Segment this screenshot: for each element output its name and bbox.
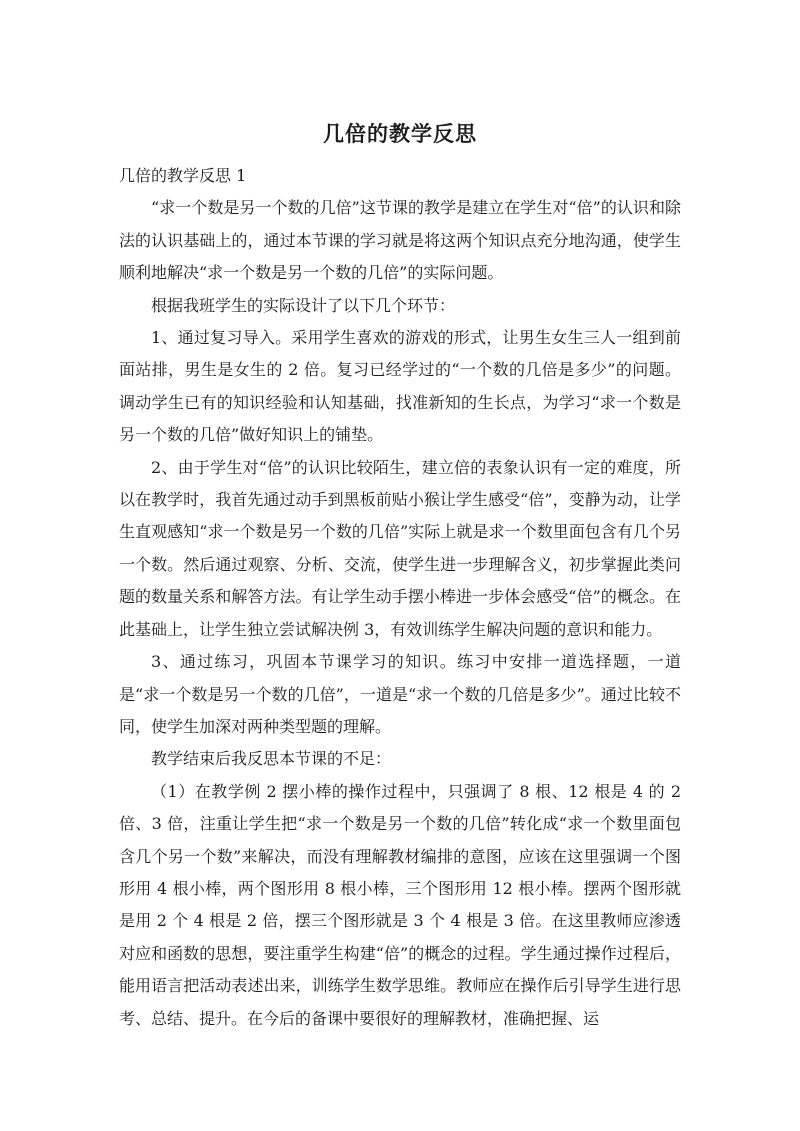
paragraph-step-1: 1、通过复习导入。采用学生喜欢的游戏的形式，让男生女生三人一组到前面站排，男生是女生的 2 倍。复习已经学过的“一个数的几倍是多少”的问题。调动学生已有的知识经验和认知基础，找准新知的生长点，为学习“求一个数是另一个数的几倍”做好知识上的铺垫。 — [119, 328, 681, 445]
paragraph-step-2: 2、由于学生对“倍”的认识比较陌生，建立倍的表象认识有一定的难度，所以在教学时，我首先通过动手到黑板前贴小猴让学生感受“倍”，变静为动，让学生直观感知“求一个数是另一个数的几倍”实际上就是求一个数里面包含有几个另一个数。然后通过观察、分析、交流，使学生进一步理解含义，初步掌握此类问题的数量关系和解答方法。有让学生动手摆小棒进一步体会感受“倍”的概念。在此基础上，让学生独立尝试解决例 3，有效训练学生解决问题的意识和能力。 — [119, 457, 681, 639]
document-body — [119, 160, 681, 1035]
paragraph-step-3: 3、通过练习，巩固本节课学习的知识。练习中安排一道选择题，一道是“求一个数是另一个数的几倍”，一道是“求一个数的几倍是多少”。通过比较不同，使学生加深对两种类型题的理解。 — [119, 652, 681, 736]
section-heading: 几倍的教学反思 1 — [119, 166, 247, 185]
document-title: 几倍的教学反思 — [323, 122, 477, 146]
paragraph-shortcoming-1: （1）在教学例 2 摆小棒的操作过程中，只强调了 8 根、12 根是 4 的 2 倍、3 倍，注重让学生把“求一个数是另一个数的几倍”转化成“求一个数里面包含几个另一个数”来解决，而没有理解教材编排的意图，应该在这里强调一个图形用 4 根小棒，两个图形用 8 根小棒，三个图形用 12 根小棒。摆两个图形就是用 2 个 4 根是 2 倍，摆三个图形就是 3 个 4 根是 3 倍。在这里教师应渗透对应和函数的思想，要注重学生构建“倍”的概念的过程。学生通过操作过程后，能用语言把活动表述出来，训练学生数学思维。教师应在操作后引导学生进行思考、总结、提升。在今后的备课中要很好的理解教材，准确把握、运 — [119, 781, 681, 1028]
paragraph-design: 根据我班学生的实际设计了以下几个环节： — [151, 295, 456, 315]
paragraph-reflection: 教学结束后我反思本节课的不足： — [151, 749, 392, 769]
paragraph-intro: “求一个数是另一个数的几倍”这节课的教学是建立在学生对“倍”的认识和除法的认识基础上的，通过本节课的学习就是将这两个知识点充分地沟通，使学生顺利地解决“求一个数是另一个数的几倍”的实际问题。 — [119, 198, 681, 283]
